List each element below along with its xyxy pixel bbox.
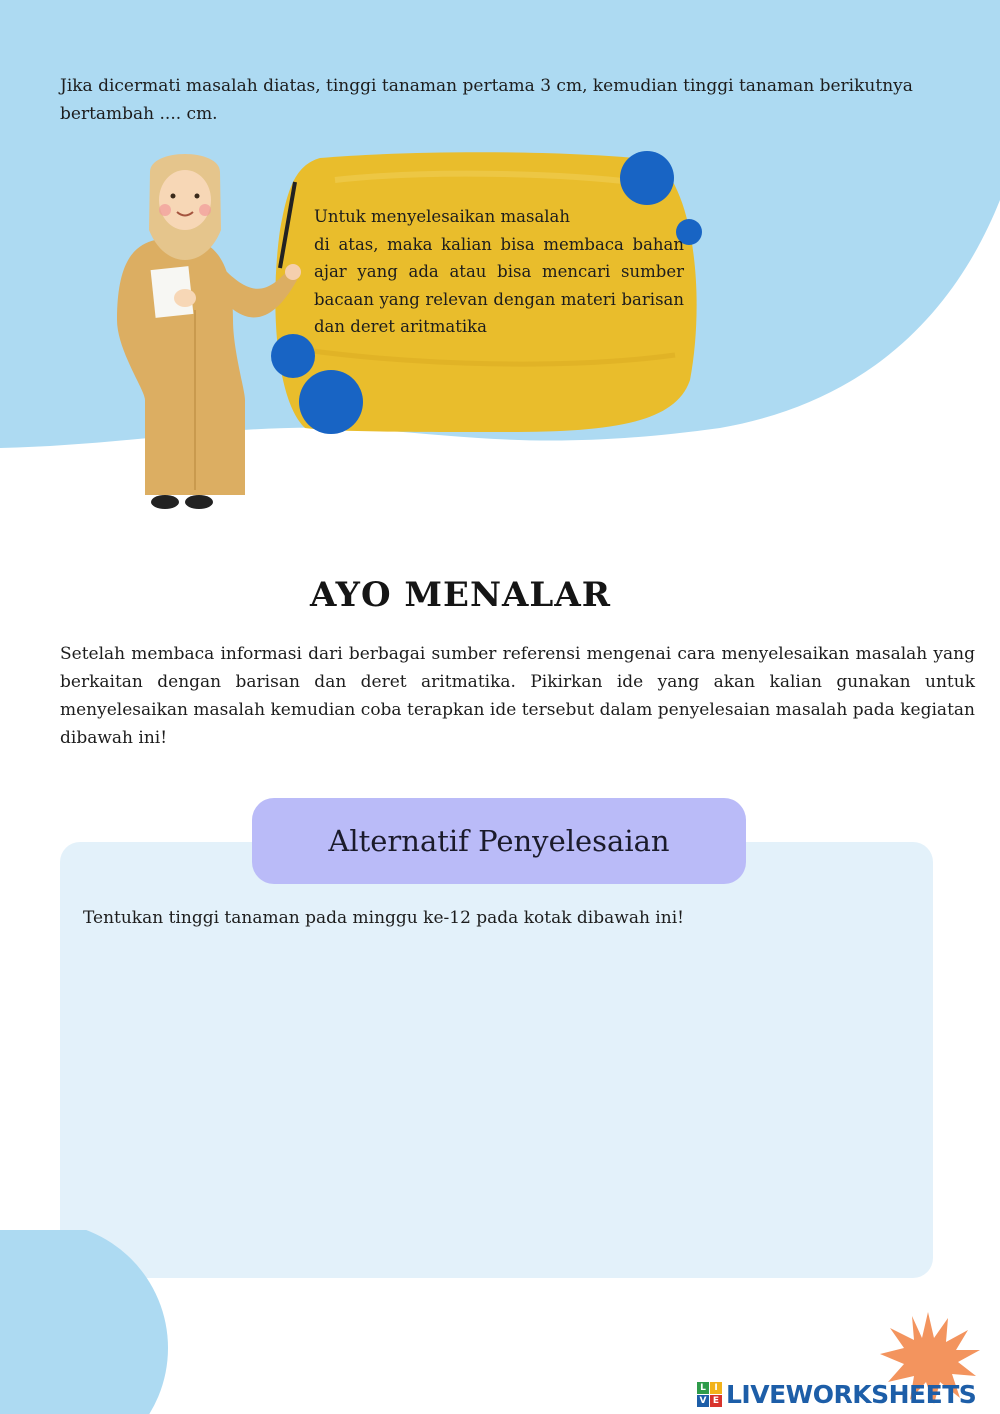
bubble-text bbox=[314, 203, 684, 341]
section-title: AYO MENALAR bbox=[310, 575, 611, 615]
teacher-illustration-icon bbox=[105, 150, 305, 515]
task-text: Tentukan tinggi tanaman pada minggu ke-12 pada kotak dibawah ini! bbox=[83, 908, 684, 928]
solution-header-label: Alternatif Penyelesaian bbox=[328, 824, 670, 858]
brand-icon-e: E bbox=[710, 1395, 722, 1407]
intro-text: Jika dicermati masalah diatas, tinggi tanaman pertama 3 cm, kemudian tinggi tanaman berikutnya bertambah .... cm. bbox=[60, 76, 913, 124]
solution-header bbox=[252, 798, 746, 884]
brand-icon-l: L bbox=[697, 1382, 709, 1394]
brand-text: LIVEWORKSHEETS bbox=[726, 1379, 977, 1409]
corner-decoration bbox=[0, 1230, 170, 1414]
bubble-text-rest: di atas, maka kalian bisa membaca bahan ajar yang ada atau bisa mencari sumber bacaan yang relevan dengan materi barisan dan deret aritmatika bbox=[314, 234, 684, 336]
brand-icon-i: I bbox=[710, 1382, 722, 1394]
bubble-text-line1: Untuk menyelesaikan masalah bbox=[314, 207, 571, 226]
brand-icon bbox=[697, 1382, 722, 1407]
liveworksheets-logo-icon bbox=[697, 1378, 976, 1410]
brand-icon-v: V bbox=[697, 1395, 709, 1407]
section-paragraph: Setelah membaca informasi dari berbagai sumber referensi mengenai cara menyelesaikan masalah yang berkaitan dengan barisan dan deret aritmatika. Pikirkan ide yang akan kalian gunakan untuk menyelesaikan masalah kemudian coba terapkan ide tersebut dalam penyelesaian masalah pada kegiatan dibawah ini! bbox=[60, 644, 975, 748]
